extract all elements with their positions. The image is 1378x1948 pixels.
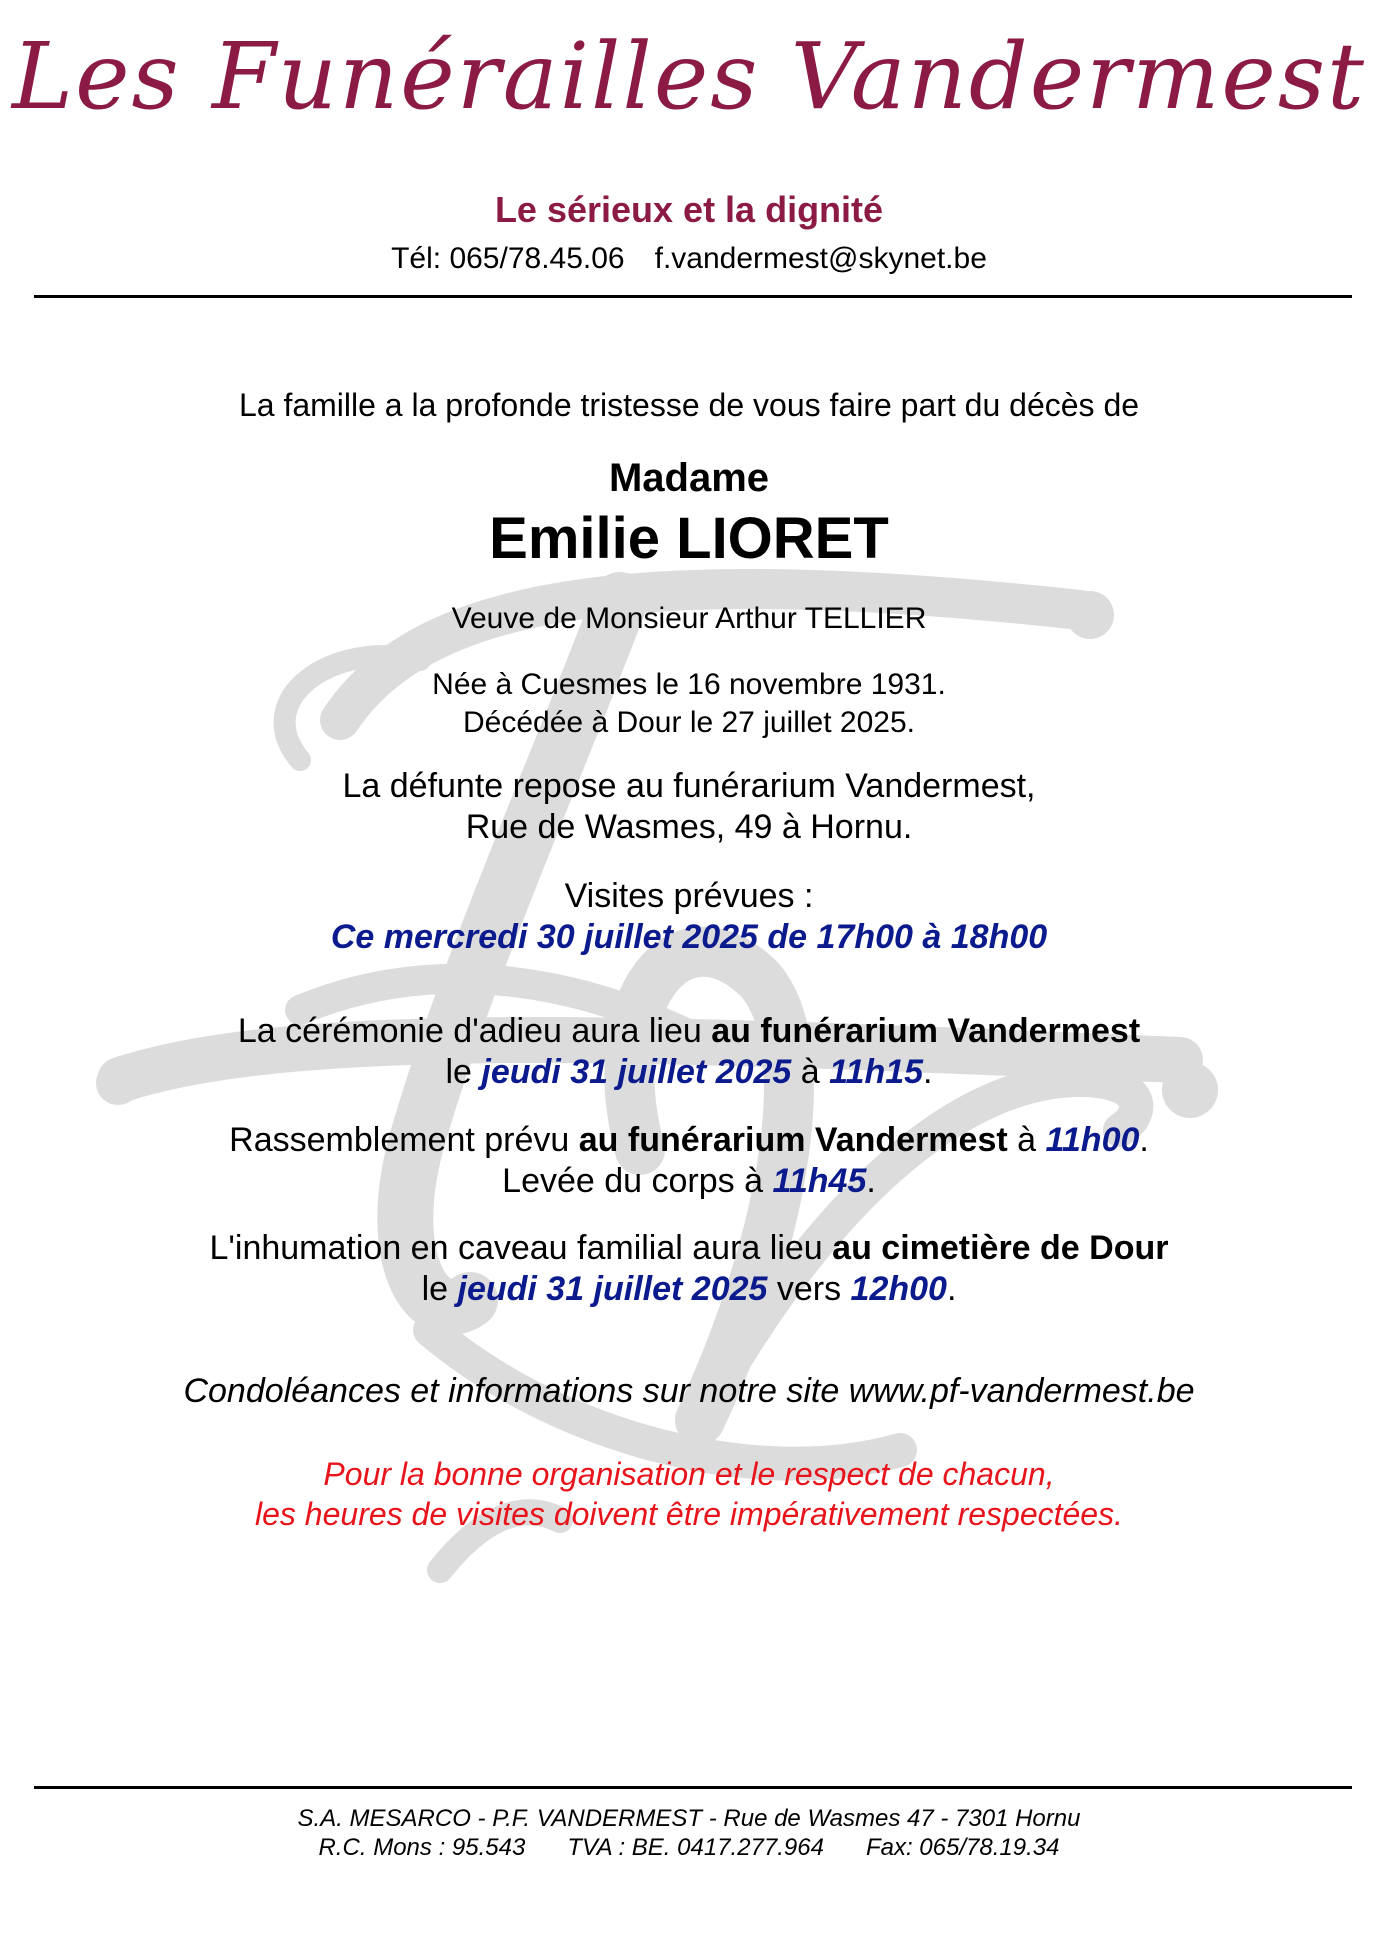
deceased-title: Madame bbox=[608, 456, 770, 500]
burial-place: au cimetière de Dour bbox=[832, 1229, 1169, 1267]
burial-time: 12h00 bbox=[850, 1270, 947, 1308]
gathering-text: Rassemblement prévu bbox=[229, 1121, 579, 1159]
footer-divider bbox=[34, 1786, 1352, 1789]
gathering-line bbox=[0, 1119, 1378, 1161]
death-line: Décédée à Dour le 27 juillet 2025. bbox=[463, 706, 915, 739]
warning-line-1: Pour la bonne organisation et le respect de chacun, bbox=[323, 1456, 1055, 1492]
ceremony-place: au funérarium Vandermest bbox=[711, 1012, 1141, 1050]
burial-text: L'inhumation en caveau familial aura lieu bbox=[209, 1229, 833, 1267]
gathering-place: au funérarium Vandermest bbox=[578, 1121, 1008, 1159]
deceased-name: Emilie LIORET bbox=[489, 506, 889, 571]
levee-text: Levée du corps à bbox=[502, 1162, 773, 1200]
intro-text: La famille a la profonde tristesse de vous faire part du décès de bbox=[238, 387, 1140, 423]
ceremony-line-1 bbox=[0, 1010, 1378, 1052]
brand-name: Les Funérailles Vandermest bbox=[11, 23, 1367, 130]
gathering-time: 11h00 bbox=[1045, 1121, 1140, 1159]
ceremony-prefix: le bbox=[445, 1053, 482, 1091]
burial-line-1 bbox=[0, 1227, 1378, 1269]
levee-end: . bbox=[866, 1162, 876, 1200]
footer-tva: TVA : BE. 0417.277.964 bbox=[567, 1834, 824, 1861]
condolences-line: Condoléances et informations sur notre site www.pf-vandermest.be bbox=[183, 1372, 1195, 1410]
ceremony-line-2 bbox=[0, 1051, 1378, 1093]
burial-date: jeudi 31 juillet 2025 bbox=[457, 1270, 768, 1308]
repose-line-1: La défunte repose au funérarium Vandermest, bbox=[342, 767, 1036, 805]
visits-label: Visites prévues : bbox=[564, 877, 814, 915]
repose-line-2: Rue de Wasmes, 49 à Hornu. bbox=[465, 808, 913, 846]
contact-line bbox=[0, 240, 1378, 278]
burial-line-2 bbox=[0, 1268, 1378, 1310]
footer-rc: R.C. Mons : 95.543 bbox=[318, 1834, 526, 1861]
birth-line: Née à Cuesmes le 16 novembre 1931. bbox=[432, 668, 946, 701]
footer-fax: Fax: 065/78.19.34 bbox=[865, 1834, 1060, 1861]
brand-tagline: Le sérieux et la dignité bbox=[494, 189, 884, 230]
footer-registration bbox=[0, 1833, 1378, 1862]
gathering-end: . bbox=[1139, 1121, 1149, 1159]
phone-number: Tél: 065/78.45.06 bbox=[391, 242, 625, 275]
visits-time: Ce mercredi 30 juillet 2025 de 17h00 à 18h00 bbox=[330, 918, 1048, 956]
widow-line: Veuve de Monsieur Arthur TELLIER bbox=[451, 602, 927, 635]
levee-time: 11h45 bbox=[772, 1162, 867, 1200]
burial-end: . bbox=[946, 1270, 957, 1308]
warning-line-2: les heures de visites doivent être impérativement respectées. bbox=[255, 1496, 1123, 1532]
levee-line bbox=[0, 1160, 1378, 1202]
ceremony-at: à bbox=[791, 1053, 830, 1091]
footer-company: S.A. MESARCO - P.F. VANDERMEST - Rue de Wasmes 47 - 7301 Hornu bbox=[297, 1805, 1081, 1832]
ceremony-end: . bbox=[923, 1053, 933, 1091]
header-divider bbox=[34, 295, 1352, 298]
gathering-at: à bbox=[1007, 1121, 1046, 1159]
burial-vers: vers bbox=[767, 1270, 851, 1308]
ceremony-time: 11h15 bbox=[829, 1053, 924, 1091]
email-address[interactable]: f.vandermest@skynet.be bbox=[654, 242, 987, 275]
ceremony-text: La cérémonie d'adieu aura lieu bbox=[237, 1012, 712, 1050]
burial-prefix: le bbox=[421, 1270, 458, 1308]
ceremony-date: jeudi 31 juillet 2025 bbox=[481, 1053, 792, 1091]
